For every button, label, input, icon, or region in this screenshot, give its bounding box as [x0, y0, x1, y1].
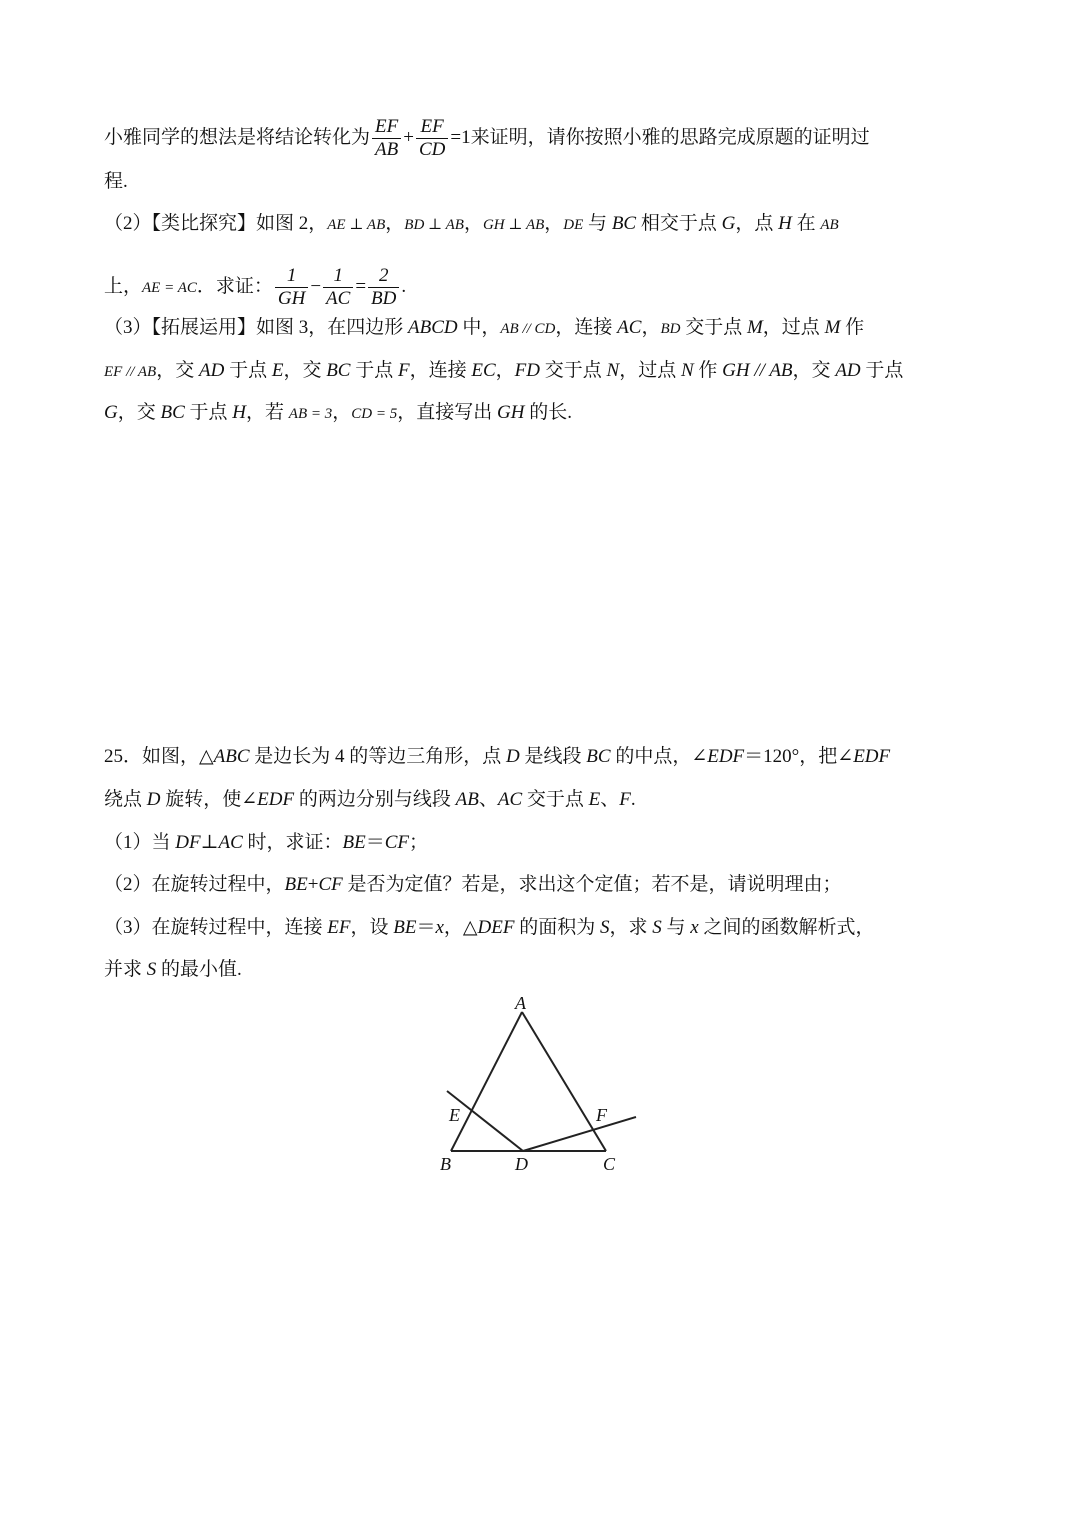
- math-text: CD = 5: [351, 406, 398, 422]
- text-segment: ，交: [117, 402, 161, 423]
- text-segment: ，过点: [762, 317, 825, 338]
- math-text: AB: [455, 789, 479, 810]
- text-segment: ＝: [416, 917, 436, 938]
- text-segment: ⊥: [200, 832, 219, 853]
- text-segment: ，连接: [555, 317, 618, 338]
- numerator: 2: [368, 265, 399, 288]
- text-segment: （3）在旋转过程中，连接: [104, 917, 328, 938]
- math-text: S: [146, 959, 157, 980]
- text-segment: ，: [332, 402, 352, 423]
- label-d: D: [515, 1154, 528, 1174]
- text-segment: ，交: [283, 360, 327, 381]
- text-segment: 于点: [350, 360, 398, 381]
- numerator: 1: [275, 265, 308, 288]
- text-segment: =: [355, 275, 367, 297]
- text-segment: 是边长为 4 的等边三角形，点: [249, 746, 507, 767]
- text-segment: 上，: [104, 275, 143, 297]
- math-text: CF: [384, 832, 410, 853]
- math-text: E: [588, 789, 601, 810]
- math-text: D: [506, 746, 520, 767]
- text-segment: 之间的函数解析式，: [698, 917, 875, 938]
- text-segment: 是线段: [519, 746, 587, 767]
- denominator: GH: [277, 288, 306, 309]
- math-text: G: [721, 213, 736, 234]
- text-segment: 绕点: [104, 789, 147, 810]
- text-segment: ，设: [350, 917, 394, 938]
- text-segment: 在: [791, 213, 821, 234]
- text-segment: 相交于点: [636, 213, 722, 234]
- math-text: AB = 3: [288, 406, 333, 422]
- label-b: B: [440, 1154, 451, 1174]
- math-text: ABCD: [408, 317, 458, 338]
- text-segment: 的两边分别与线段: [294, 789, 456, 810]
- text-segment: 与: [583, 213, 612, 234]
- math-text: BD: [660, 321, 681, 337]
- math-text: EDF: [853, 746, 891, 767]
- math-text: BD ⊥ AB: [404, 217, 464, 233]
- text-segment: ，: [385, 213, 405, 234]
- text-segment: ，△: [443, 917, 478, 938]
- math-text: M: [824, 317, 841, 338]
- math-text: S: [652, 917, 662, 938]
- text-segment: 、: [478, 789, 498, 810]
- math-text: FD: [514, 360, 540, 381]
- text-segment: ，交: [156, 360, 199, 381]
- text-segment: 作: [693, 360, 723, 381]
- math-text: GH: [497, 402, 525, 423]
- math-text: N: [680, 360, 694, 381]
- math-text: ABC: [213, 746, 250, 767]
- math-text: H: [778, 213, 792, 234]
- text-segment: 于点: [184, 402, 233, 423]
- math-text: BC: [611, 213, 637, 234]
- text-segment: 、: [600, 789, 620, 810]
- math-text: AC: [497, 789, 523, 810]
- label-e: E: [449, 1105, 460, 1125]
- math-text: AB: [820, 217, 839, 233]
- denominator: CD: [418, 139, 446, 160]
- text-segment: ，过点: [619, 360, 681, 381]
- math-text: D: [146, 789, 161, 810]
- numerator: 1: [323, 265, 353, 288]
- text-segment: （1）当: [104, 832, 176, 853]
- text-segment: 交于点: [540, 360, 607, 381]
- text-segment: ，: [463, 213, 483, 234]
- text-segment: 于点: [224, 360, 272, 381]
- math-text: S: [600, 917, 610, 938]
- math-text: BC: [326, 360, 351, 381]
- math-text: EDF: [257, 789, 295, 810]
- math-text: x: [690, 917, 699, 938]
- math-text: BC: [160, 402, 185, 423]
- math-text: EC: [471, 360, 496, 381]
- math-text: G: [104, 402, 118, 423]
- math-text: DEF: [477, 917, 515, 938]
- denominator: AC: [326, 288, 351, 309]
- math-text: M: [746, 317, 763, 338]
- math-text: AC: [617, 317, 642, 338]
- text-segment: ；: [409, 832, 429, 853]
- text-segment: 作: [840, 317, 865, 338]
- text-segment: 交于点: [522, 789, 589, 810]
- math-text: AE = AC: [142, 279, 197, 296]
- ray-df: [523, 1117, 636, 1151]
- text-segment: 并求: [104, 959, 147, 980]
- text-segment: ，求: [609, 917, 653, 938]
- text-segment: 于点: [860, 360, 904, 381]
- label-f: F: [596, 1105, 607, 1125]
- denominator: AB: [375, 139, 399, 160]
- text-segment: ，交: [792, 360, 836, 381]
- text-segment: 的最小值.: [156, 959, 242, 980]
- text-segment: （3）【拓展运用】如图 3，在四边形: [104, 317, 409, 338]
- math-text: AE ⊥ AB: [327, 217, 386, 233]
- text-segment: +: [403, 126, 414, 148]
- math-text: EF // AB: [104, 364, 157, 380]
- text-segment: .: [401, 275, 407, 297]
- text-segment: −: [310, 275, 322, 297]
- text-segment: ，: [544, 213, 564, 234]
- math-text: CF: [318, 874, 343, 895]
- text-segment: ＝120°，把∠: [744, 746, 854, 767]
- text-segment: ，: [495, 360, 515, 381]
- math-text: GH ⊥ AB: [482, 217, 545, 233]
- math-text: BE: [284, 874, 308, 895]
- math-text: F: [619, 789, 631, 810]
- math-text: BE: [393, 917, 417, 938]
- math-text: x: [435, 917, 444, 938]
- text-segment: ，: [641, 317, 661, 338]
- label-c: C: [603, 1154, 616, 1174]
- text-segment: +: [307, 874, 319, 895]
- text-segment: ．求证：: [196, 275, 273, 297]
- text-segment: 程.: [104, 171, 128, 192]
- text-segment: 的面积为: [514, 917, 600, 938]
- text-segment: ，点: [735, 213, 779, 234]
- text-segment: .: [630, 789, 636, 810]
- text-segment: 小雅同学的想法是将结论转化为: [104, 126, 371, 148]
- math-text: AB // CD: [500, 321, 556, 337]
- numerator: EF: [372, 116, 401, 139]
- text-segment: 时，求证：: [242, 832, 343, 853]
- text-segment: 中，: [457, 317, 501, 338]
- math-text: DF: [175, 832, 201, 853]
- text-segment: 是否为定值？若是，求出这个定值；若不是，请说明理由；: [342, 874, 842, 895]
- text-segment: 25．如图，△: [104, 746, 214, 767]
- math-text: BE: [342, 832, 366, 853]
- text-segment: ，直接写出: [397, 402, 497, 423]
- side-ab: [451, 1012, 522, 1151]
- math-text: EDF: [707, 746, 745, 767]
- math-text: AC: [218, 832, 243, 853]
- math-text: DE: [563, 217, 584, 233]
- text-segment: 交于点: [680, 317, 747, 338]
- text-segment: 旋转，使∠: [160, 789, 258, 810]
- text-segment: ，若: [246, 402, 289, 423]
- text-segment: 的中点，∠: [610, 746, 708, 767]
- math-text: BC: [586, 746, 611, 767]
- math-text: F: [398, 360, 410, 381]
- text-segment: 的长.: [524, 402, 572, 423]
- text-segment: 与: [661, 917, 691, 938]
- label-a: A: [515, 993, 526, 1013]
- math-text: E: [271, 360, 284, 381]
- text-segment: （2）在旋转过程中，: [104, 874, 285, 895]
- math-text: GH // AB: [722, 360, 793, 381]
- text-segment: ＝: [365, 832, 385, 853]
- math-text: N: [606, 360, 620, 381]
- text-segment: （2）【类比探究】如图 2，: [104, 213, 328, 234]
- math-text: AD: [835, 360, 861, 381]
- math-text: H: [232, 402, 247, 423]
- denominator: BD: [371, 288, 397, 309]
- math-text: EF: [327, 917, 351, 938]
- numerator: EF: [416, 116, 448, 139]
- text-segment: =1来证明，请你按照小雅的思路完成原题的证明过: [450, 126, 870, 148]
- text-segment: ，连接: [409, 360, 472, 381]
- math-text: AD: [198, 360, 225, 381]
